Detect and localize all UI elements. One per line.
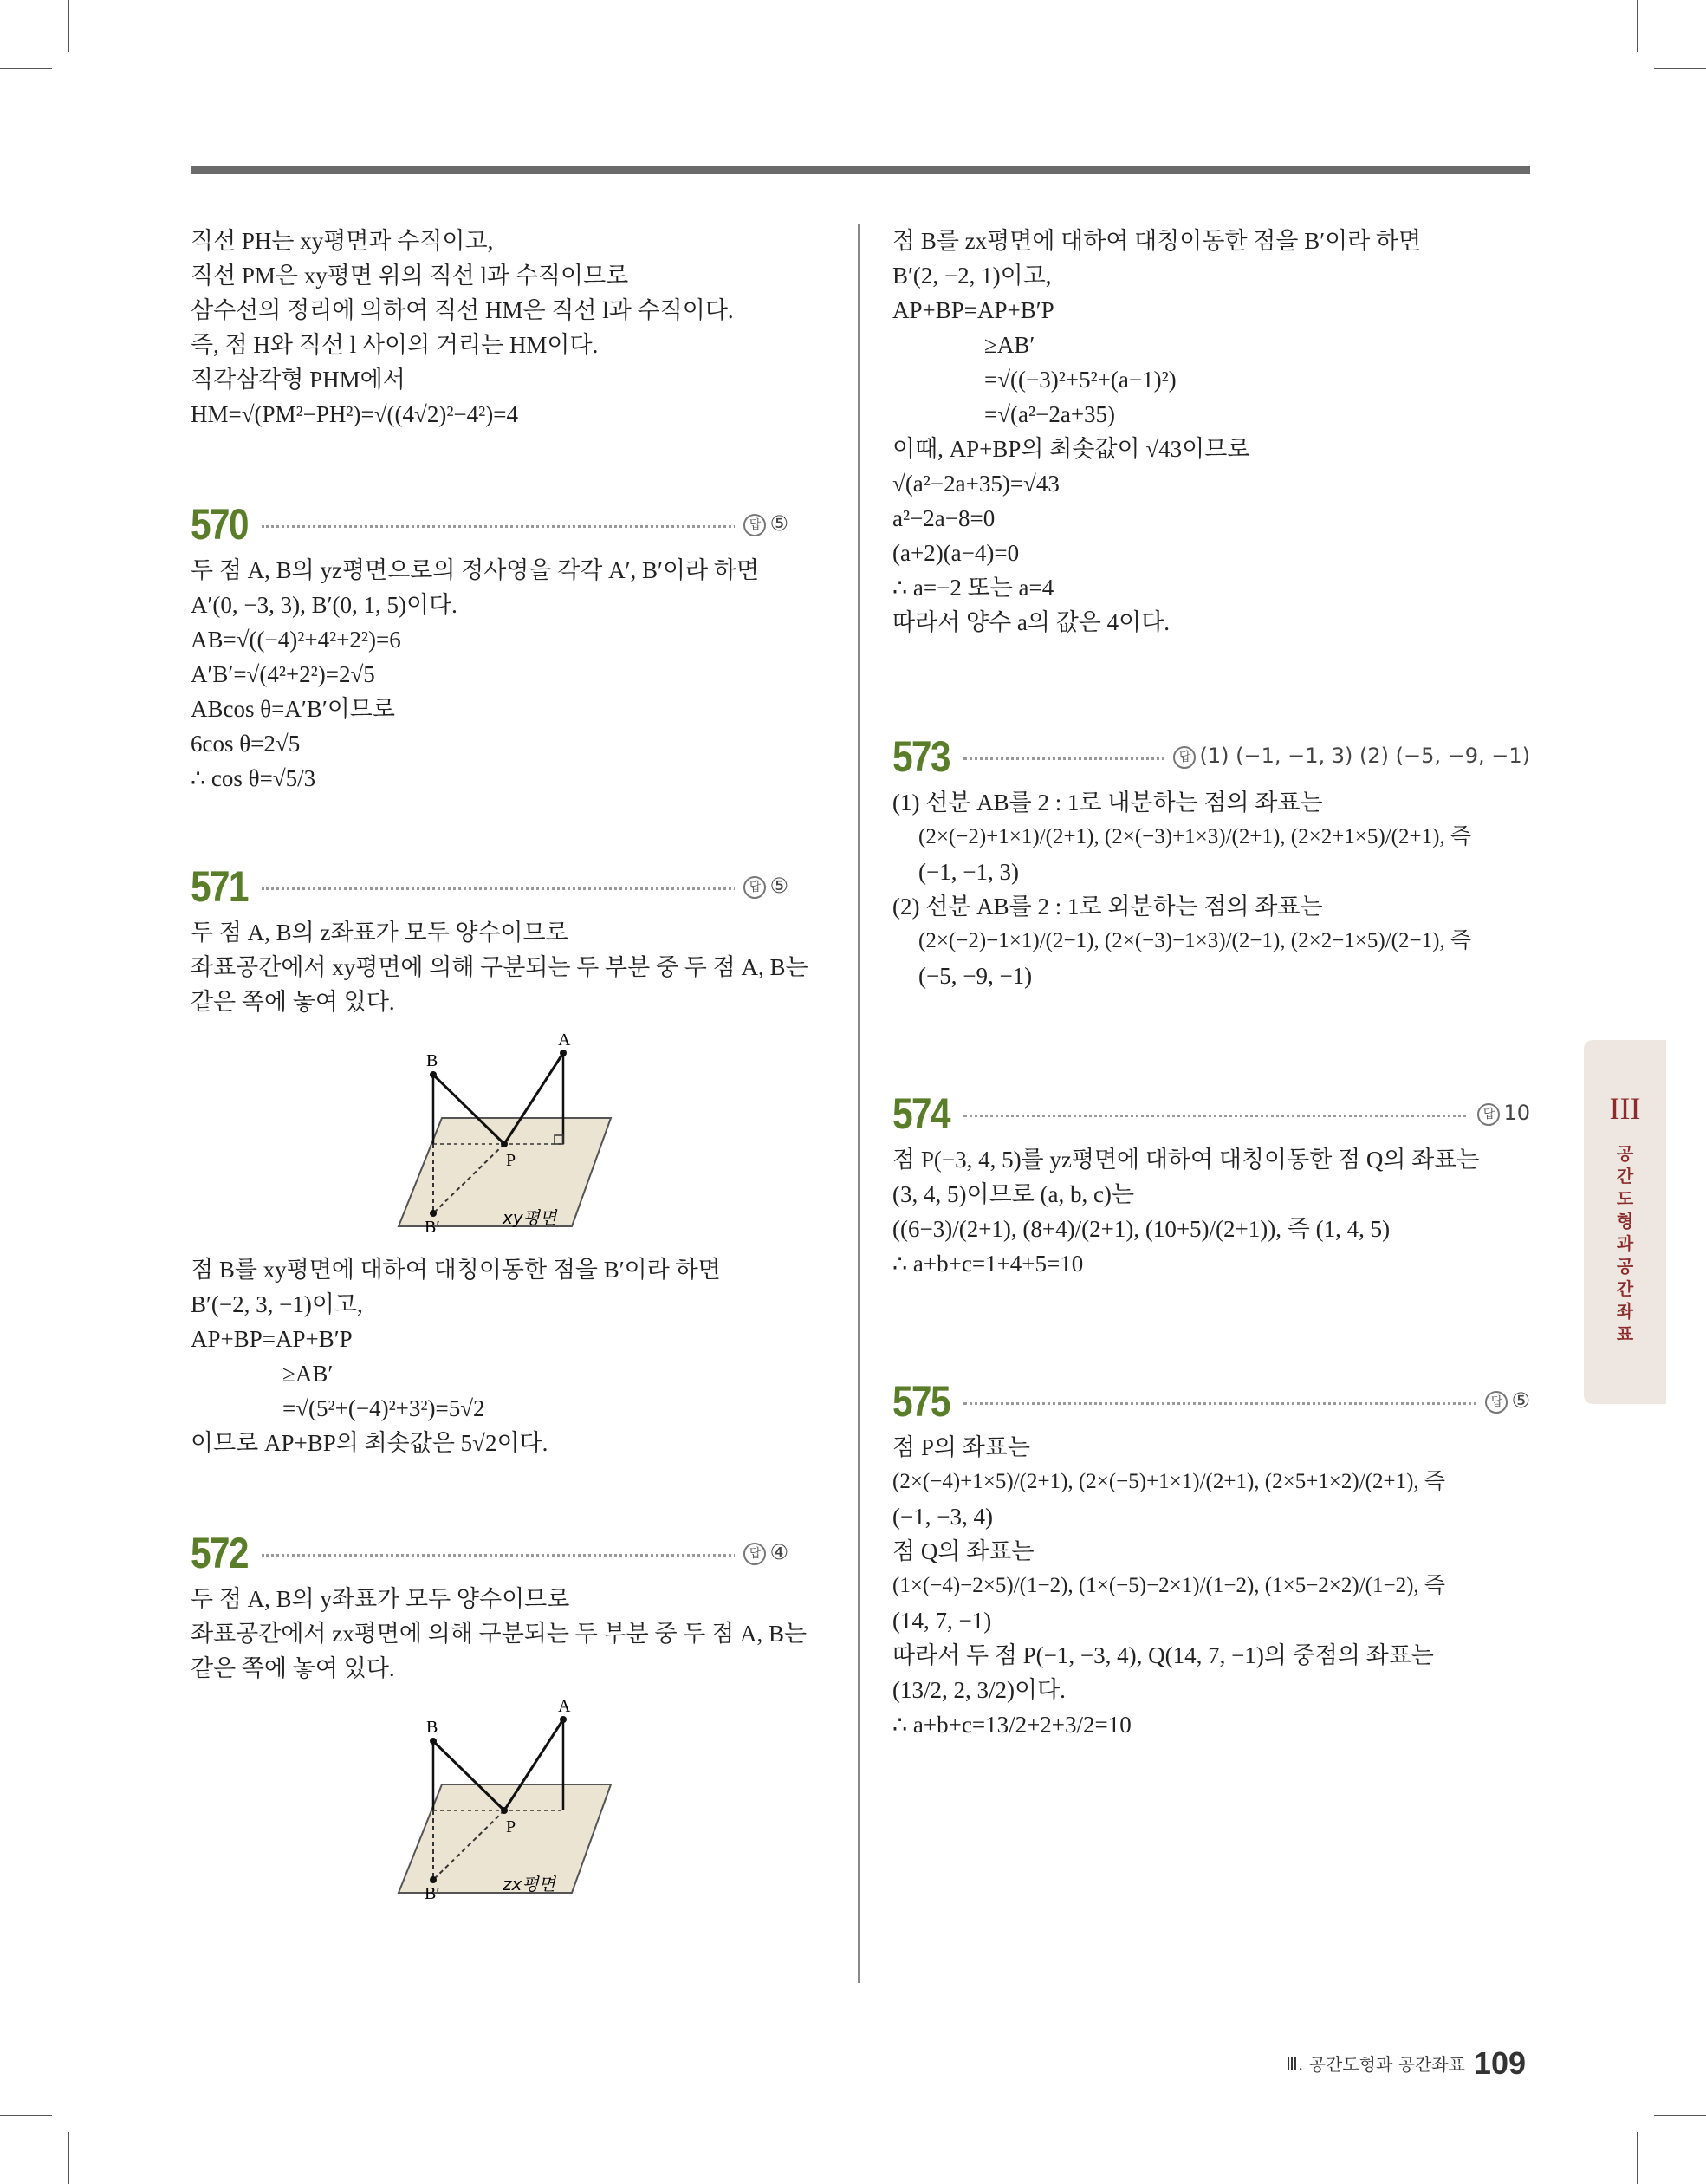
text-line: ∴ cos θ=√5/3 bbox=[191, 765, 316, 791]
label-P: P bbox=[506, 1151, 516, 1170]
text-line: 6cos θ=2√5 bbox=[191, 731, 301, 757]
problem-573 bbox=[892, 731, 1530, 993]
point-B-prime bbox=[430, 1210, 437, 1217]
text-line: 점 B를 zx평면에 대하여 대칭이동한 점을 B′이라 하면 bbox=[892, 228, 1422, 254]
text-line: 점 P(−3, 4, 5)를 yz평면에 대하여 대칭이동한 점 Q의 좌표는 bbox=[892, 1147, 1480, 1173]
problem-number: 573 bbox=[892, 732, 950, 781]
point-A bbox=[560, 1716, 567, 1723]
formula-line: ∴ a+b+c=13/2+2+3/2=10 bbox=[892, 1712, 1132, 1738]
text-line: AP+BP=AP+B′P bbox=[892, 297, 1054, 323]
label-B: B bbox=[426, 1718, 438, 1737]
plane-label: xy평면 bbox=[503, 1207, 557, 1228]
answer-label bbox=[1469, 1101, 1530, 1126]
text-line: 좌표공간에서 xy평면에 의해 구분되는 두 부분 중 두 점 A, B는 bbox=[191, 954, 808, 980]
text-line: =√(a²−2a+35) bbox=[984, 401, 1116, 427]
chapter-side-tab bbox=[1584, 1040, 1666, 1404]
text-line: AP+BP=AP+B′P bbox=[191, 1326, 353, 1352]
text-line: (14, 7, −1) bbox=[892, 1608, 992, 1634]
leader-dots bbox=[262, 525, 788, 528]
point-B bbox=[430, 1738, 437, 1745]
problem-header bbox=[892, 731, 1530, 785]
intro-solution bbox=[191, 224, 788, 432]
problem-header bbox=[892, 1089, 1530, 1142]
point-P bbox=[501, 1141, 508, 1147]
text-line: 이므로 AP+BP의 최솟값은 5√2이다. bbox=[191, 1430, 548, 1456]
answer-value: (1) (−1, −1, 3) (2) (−5, −9, −1) bbox=[1199, 744, 1530, 768]
text-line: (−1, −1, 3) bbox=[918, 859, 1019, 885]
answer-mark-icon: 답 bbox=[1477, 1103, 1500, 1126]
crop-mark bbox=[0, 68, 52, 69]
text-line: 점 B를 xy평면에 대하여 대칭이동한 점을 B′이라 하면 bbox=[191, 1257, 721, 1283]
text-line: 점 P의 좌표는 bbox=[892, 1434, 1030, 1460]
label-A: A bbox=[558, 1031, 571, 1050]
answer-mark-icon: 답 bbox=[1485, 1391, 1508, 1414]
leader-dots bbox=[963, 1115, 1530, 1117]
formula-line: (1×(−4)−2×5)/(1−2), (1×(−5)−2×1)/(1−2), (1×5−2×2)/(1−2), 즉 bbox=[892, 1574, 1446, 1597]
text-line: 같은 쪽에 놓여 있다. bbox=[191, 1655, 395, 1681]
text-line: ∴ a=−2 또는 a=4 bbox=[892, 575, 1054, 601]
formula-line: (2×(−2)+1×1)/(2+1), (2×(−3)+1×3)/(2+1), (2×2+1×5)/(2+1), 즉 bbox=[918, 825, 1472, 848]
answer-value: ⑤ bbox=[769, 511, 788, 536]
problem-header bbox=[892, 1376, 1530, 1430]
text-line: (1) 선분 AB를 2 : 1로 내분하는 점의 좌표는 bbox=[892, 790, 1323, 816]
text-line: 두 점 A, B의 z좌표가 모두 양수이므로 bbox=[191, 920, 568, 946]
text-line: AB=√((−4)²+4²+2²)=6 bbox=[191, 627, 401, 653]
problem-header bbox=[191, 861, 788, 915]
plane-label: zx평면 bbox=[503, 1874, 555, 1895]
column-divider bbox=[858, 224, 860, 1983]
problem-number: 574 bbox=[892, 1089, 950, 1138]
plane-reflection-figure bbox=[390, 1031, 624, 1239]
crop-mark bbox=[1654, 68, 1706, 69]
answer-mark-icon: 답 bbox=[743, 514, 766, 536]
text-line: ≥AB′ bbox=[282, 1361, 334, 1387]
answer-mark-icon: 답 bbox=[1173, 746, 1196, 769]
label-A: A bbox=[558, 1698, 571, 1716]
text-line: 삼수선의 정리에 의하여 직선 HM은 직선 l과 수직이다. bbox=[191, 297, 734, 323]
answer-mark-icon: 답 bbox=[743, 876, 766, 899]
text-line: 두 점 A, B의 yz평면으로의 정사영을 각각 A′, B′이라 하면 bbox=[191, 557, 760, 583]
problem-number: 571 bbox=[191, 862, 248, 911]
chapter-vertical-title: 공 간 도 형 과 공 간 좌 표 bbox=[1616, 1143, 1634, 1344]
answer-value: 10 bbox=[1503, 1101, 1530, 1125]
answer-label bbox=[735, 511, 788, 536]
text-line: B′(2, −2, 1)이고, bbox=[892, 263, 1052, 289]
text-line: a²−2a−8=0 bbox=[892, 505, 996, 531]
leader-dots bbox=[262, 887, 788, 890]
footer-chapter: Ⅲ. 공간도형과 공간좌표 bbox=[1286, 2054, 1465, 2075]
text-line: 따라서 양수 a의 값은 4이다. bbox=[892, 609, 1171, 635]
text-line: ≥AB′ bbox=[984, 332, 1035, 358]
formula-line: (2×(−2)−1×1)/(2−1), (2×(−3)−1×3)/(2−1), (2×2−1×5)/(2−1), 즉 bbox=[918, 929, 1472, 952]
text-line: =√(5²+(−4)²+3²)=5√2 bbox=[282, 1395, 485, 1421]
label-B: B bbox=[426, 1051, 438, 1070]
text-line: ABcos θ=A′B′이므로 bbox=[191, 696, 395, 722]
formula-line: (2×(−4)+1×5)/(2+1), (2×(−5)+1×1)/(2+1), (2×5+1×2)/(2+1), 즉 bbox=[892, 1470, 1446, 1493]
formula-line: (13/2, 2, 3/2)이다. bbox=[892, 1677, 1066, 1703]
text-line: A′(0, −3, 3), B′(0, 1, 5)이다. bbox=[191, 592, 457, 618]
crop-mark bbox=[0, 2115, 52, 2116]
text-line: 직각삼각형 PHM에서 bbox=[191, 367, 405, 393]
problem-header bbox=[191, 499, 788, 553]
label-B-prime: B′ bbox=[425, 1218, 440, 1237]
problem-571 bbox=[191, 861, 808, 1460]
problem-574 bbox=[892, 1089, 1530, 1281]
text-line: √(a²−2a+35)=√43 bbox=[892, 471, 1060, 497]
crop-mark bbox=[68, 0, 69, 52]
text-line: 점 Q의 좌표는 bbox=[892, 1538, 1035, 1564]
answer-mark-icon: 답 bbox=[743, 1543, 766, 1565]
point-P bbox=[501, 1807, 508, 1814]
text-line: HM=√(PM²−PH²)=√((4√2)²−4²)=4 bbox=[191, 401, 518, 427]
text-line: B′(−2, 3, −1)이고, bbox=[191, 1291, 363, 1317]
crop-mark bbox=[1654, 2115, 1706, 2116]
leader-dots bbox=[963, 1402, 1530, 1405]
text-line: 따라서 두 점 P(−1, −3, 4), Q(14, 7, −1)의 중점의 좌표는 bbox=[892, 1642, 1434, 1668]
formula-line: ((6−3)/(2+1), (8+4)/(2+1), (10+5)/(2+1)), 즉 (1, 4, 5) bbox=[892, 1216, 1391, 1242]
left-column bbox=[191, 224, 808, 1919]
answer-value: ④ bbox=[769, 1540, 788, 1564]
crop-mark bbox=[68, 2132, 69, 2184]
answer-value: ⑤ bbox=[769, 874, 788, 898]
problem-575 bbox=[892, 1376, 1530, 1742]
label-B-prime: B′ bbox=[425, 1884, 440, 1903]
right-column bbox=[892, 224, 1530, 1742]
point-A bbox=[560, 1050, 567, 1056]
text-line: 두 점 A, B의 y좌표가 모두 양수이므로 bbox=[191, 1586, 570, 1612]
text-line: 같은 쪽에 놓여 있다. bbox=[191, 989, 395, 1015]
text-line: 즉, 점 H와 직선 l 사이의 거리는 HM이다. bbox=[191, 332, 599, 358]
plane-reflection-figure bbox=[390, 1698, 624, 1906]
problem-572-continued bbox=[892, 224, 1530, 640]
problem-number: 570 bbox=[191, 500, 248, 549]
text-line: (−5, −9, −1) bbox=[918, 963, 1033, 989]
text-line: A′B′=√(4²+2²)=2√5 bbox=[191, 661, 375, 687]
text-line: 이때, AP+BP의 최솟값이 √43이므로 bbox=[892, 436, 1250, 462]
problem-number: 575 bbox=[892, 1377, 950, 1426]
text-line: 직선 PH는 xy평면과 수직이고, bbox=[191, 228, 494, 254]
problem-number: 572 bbox=[191, 1529, 248, 1577]
answer-label bbox=[735, 874, 788, 899]
crop-mark bbox=[1637, 0, 1638, 52]
text-line: ∴ a+b+c=1+4+5=10 bbox=[892, 1251, 1084, 1277]
problem-570 bbox=[191, 499, 788, 796]
label-P: P bbox=[506, 1817, 516, 1836]
top-rule bbox=[191, 166, 1530, 174]
answer-label bbox=[1476, 1388, 1530, 1414]
page-number: 109 bbox=[1473, 2045, 1526, 2081]
text-line: (−1, −3, 4) bbox=[892, 1504, 993, 1530]
point-B bbox=[430, 1071, 437, 1078]
page-footer bbox=[1286, 2045, 1526, 2082]
text-line: (3, 4, 5)이므로 (a, b, c)는 bbox=[892, 1181, 1135, 1207]
crop-mark bbox=[1637, 2132, 1638, 2184]
leader-dots bbox=[262, 1554, 788, 1557]
text-line: (2) 선분 AB를 2 : 1로 외분하는 점의 좌표는 bbox=[892, 894, 1323, 920]
text-line: 좌표공간에서 zx평면에 의해 구분되는 두 부분 중 두 점 A, B는 bbox=[191, 1621, 808, 1647]
answer-value: ⑤ bbox=[1511, 1388, 1530, 1413]
problem-header bbox=[191, 1528, 788, 1582]
chapter-roman-numeral: III bbox=[1609, 1091, 1641, 1126]
text-line: (a+2)(a−4)=0 bbox=[892, 540, 1020, 566]
answer-label bbox=[1164, 744, 1530, 769]
problem-572 bbox=[191, 1528, 808, 1919]
text-line: 직선 PM은 xy평면 위의 직선 l과 수직이므로 bbox=[191, 263, 629, 289]
point-B-prime bbox=[430, 1876, 437, 1883]
text-line: =√((−3)²+5²+(a−1)²) bbox=[984, 367, 1177, 393]
answer-label bbox=[735, 1540, 788, 1565]
